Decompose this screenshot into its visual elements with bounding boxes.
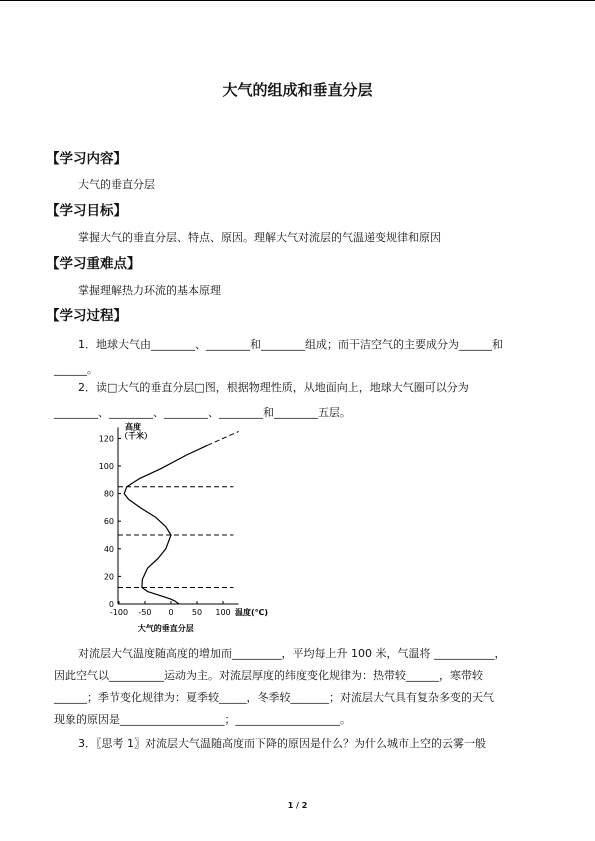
temperature-curve <box>124 445 207 604</box>
goals-text: 掌握大气的垂直分层、特点、原因。理解大气对流层的气温递变规律和原因 <box>78 231 441 244</box>
paragraph-line-4: 现象的原因是___________________；___________________。 <box>54 713 351 726</box>
question-1-line-1: 1．地球大气由________、________和________组成；而干洁空气的主要成分为______和 <box>78 338 503 351</box>
key-points-text: 掌握理解热力环流的基本原理 <box>78 284 221 297</box>
temperature-curve-dashed <box>207 432 238 446</box>
x-tick-label: -100 <box>109 608 129 617</box>
x-tick-label: 0 <box>168 608 174 617</box>
x-tick-label: 50 <box>191 608 203 617</box>
y-tick-label: 0 <box>108 600 114 609</box>
paragraph-line-2: 因此空气以__________运动为主。对流层厚度的纬度变化规律为：热带较______，寒带较 <box>54 669 483 682</box>
heading-key-points: 【学习重难点】 <box>46 256 141 272</box>
atmosphere-vertical-layers-chart <box>80 420 280 635</box>
x-axis-label: 温度(℃) <box>235 608 268 617</box>
y-axis-label: 高度 <box>125 422 141 432</box>
chart-caption: 大气的垂直分层 <box>137 624 194 633</box>
y-tick-label: 20 <box>103 572 114 582</box>
paragraph-line-1: 对流层大气温度随高度的增加而_________，平均每上升 100 米，气温将 ___________， <box>78 647 506 660</box>
content-text: 大气的垂直分层 <box>78 178 155 191</box>
question-3-line-1: 3．〖思考 1〗对流层大气温随高度而下降的原因是什么？为什么城市上空的云雾一般 <box>78 737 486 750</box>
y-tick-label: 40 <box>103 544 114 554</box>
heading-goals: 【学习目标】 <box>46 203 127 219</box>
paragraph-line-3: ______；季节变化规律为：夏季较_____，冬季较_______；对流层大气具有复杂多变的天气 <box>54 691 494 704</box>
top-rule <box>0 0 595 1</box>
question-1-line-2: ______。 <box>54 363 98 376</box>
y-tick-label: 100 <box>98 462 114 471</box>
heading-content: 【学习内容】 <box>46 151 127 167</box>
y-tick-label: 60 <box>103 517 114 527</box>
page-title: 大气的组成和垂直分层 <box>222 81 373 99</box>
heading-process: 【学习过程】 <box>46 308 127 324</box>
x-tick-label: 100 <box>215 608 231 617</box>
y-tick-label: 120 <box>98 434 114 444</box>
y-axis-label-unit: （千米） <box>120 431 152 441</box>
y-tick-label: 80 <box>103 489 114 499</box>
x-tick-label: -50 <box>138 608 152 617</box>
page-number: 1 / 2 <box>287 801 308 810</box>
question-2-line-2: ________、________、________、________和________五层。 <box>54 406 351 419</box>
question-2-line-1: 2．读□大气的垂直分层□图，根据物理性质，从地面向上，地球大气圈可以分为 <box>78 381 469 394</box>
